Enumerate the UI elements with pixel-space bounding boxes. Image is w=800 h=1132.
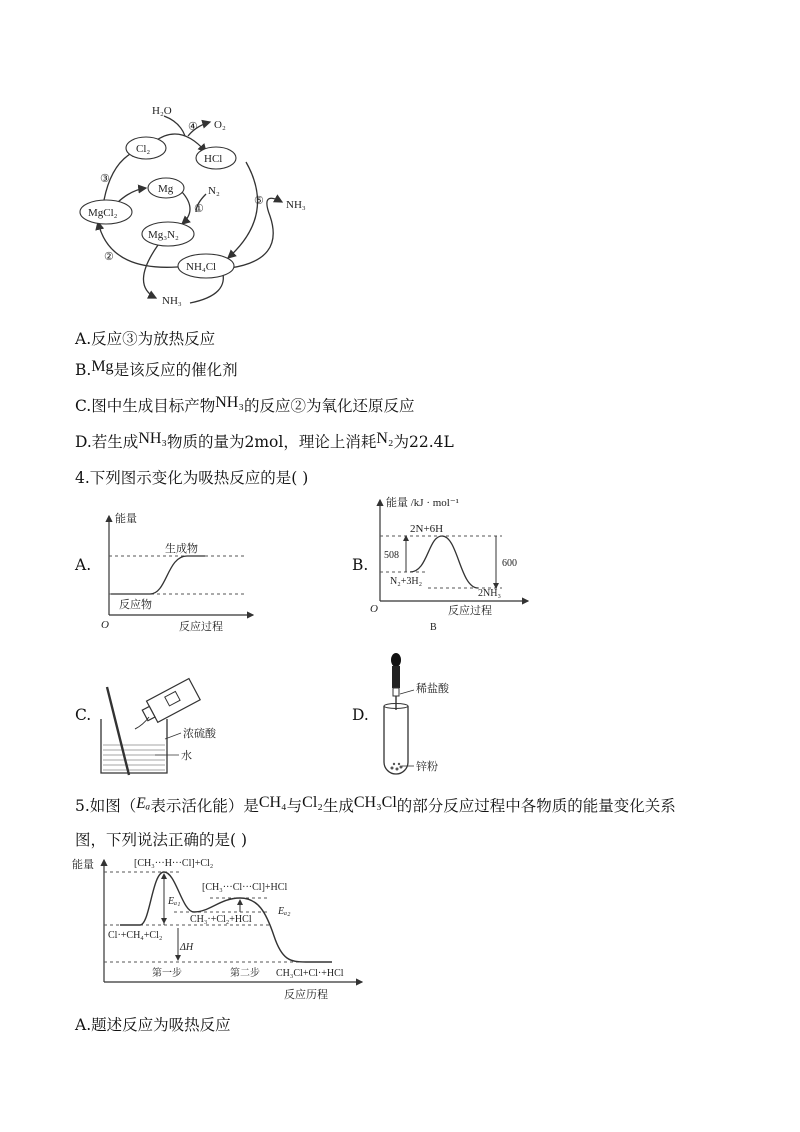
q4b-508: 508: [384, 550, 399, 561]
cycle-nh3-right: NH₃: [286, 199, 306, 211]
q3-option-c: [75, 394, 414, 416]
q5-option-a: A.题述反应为吸热反应: [75, 1016, 231, 1034]
q5-stem-line1: [75, 794, 676, 816]
q3-option-a: A.反应③为放热反应: [75, 330, 216, 348]
q4-diagram-a: [95, 510, 265, 635]
q4-label-b: B.: [352, 556, 369, 574]
cycle-hcl: HCl: [204, 153, 223, 165]
cycle-step2: ②: [104, 251, 114, 263]
q5-ea1: Eₐ₁: [168, 896, 181, 907]
q5-end: CH₃Cl+Cl·+HCl: [276, 968, 344, 979]
q3-option-b: [75, 358, 238, 380]
q5-step2: 第二步: [230, 968, 260, 979]
q5-stem-part3: 与: [286, 797, 303, 815]
cycle-n2: N₂: [208, 185, 220, 197]
q4b-right: 2NH₃: [478, 588, 501, 599]
q4c-acid: 浓硫酸: [183, 728, 216, 740]
q3-d-mid: 物质的量为2mol，理论上消耗: [167, 433, 377, 451]
q4a-origin: O: [101, 619, 109, 631]
q3-d-text: 为22.4L: [393, 433, 454, 451]
q5-stem-part2: 表示活化能）是: [150, 797, 259, 815]
q5-ylabel: 能量: [72, 859, 94, 871]
q4d-zinc: 锌粉: [416, 761, 438, 773]
q3-c-prefix: C.图中生成目标产物: [75, 397, 216, 415]
q4b-left: N₂+3H₂: [390, 576, 423, 587]
q3-b-text: 是该反应的催化剂: [113, 361, 238, 379]
q4-diagram-c: [95, 675, 235, 780]
q4a-reactant: 反应物: [119, 599, 152, 611]
cycle-arrow-hcl-to-nh4cl: [228, 162, 258, 258]
cycle-nh3-bottom: NH₃: [162, 295, 182, 307]
q5-dh: ΔH: [180, 942, 194, 953]
q3-option-d: [75, 430, 454, 452]
q4-stem: 4.下列图示变化为吸热反应的是( ): [75, 469, 309, 487]
glass-rod: [107, 687, 129, 775]
q5-energy-diagram: [70, 852, 370, 1007]
test-tube: [384, 706, 408, 774]
q5-stem-part1: 5.如图（: [75, 797, 137, 815]
cycle-nh4cl: NH₄Cl: [186, 261, 217, 273]
q4b-caption: B: [430, 622, 437, 633]
q4b-top: 2N+6H: [410, 523, 444, 535]
q4d-acid: 稀盐酸: [416, 683, 449, 695]
q5-ts2: [CH₃···Cl···Cl]+HCl: [202, 882, 288, 893]
q3-c-formula: NH₃: [215, 394, 244, 411]
q5-formula-ch4: CH₄: [258, 794, 287, 811]
q4-diagram-b: [368, 496, 538, 636]
cycle-step5: ⑤: [254, 195, 264, 207]
q5-step1: 第一步: [152, 968, 182, 979]
q4-label-c: C.: [75, 706, 92, 724]
q4b-xlabel: 反应过程: [448, 605, 492, 617]
cycle-diagram: [70, 100, 330, 315]
cycle-h2o: H₂O: [152, 105, 172, 117]
arrow-nh4cl-to-nh3: [230, 198, 282, 268]
arrow-mg-to-mg3n2: [182, 192, 190, 224]
q5-start: Cl·+CH₄+Cl₂: [108, 930, 163, 941]
q5-stem-part5: 的部分反应过程中各物质的能量变化关系: [396, 797, 676, 815]
q5-ts1: [CH₃···H···Cl]+Cl₂: [134, 858, 214, 869]
arrow-h2o-in: [164, 116, 185, 136]
q4b-ylabel: 能量 /kJ · mol⁻¹: [386, 497, 459, 509]
q4a-product: 生成物: [165, 543, 198, 555]
q5-stem-line2: 图，下列说法正确的是( ): [75, 831, 248, 849]
cycle-step4: ④: [188, 121, 198, 133]
cycle-cl2: Cl₂: [136, 143, 151, 155]
q4b-600: 600: [502, 558, 517, 569]
q4-label-a: A.: [75, 556, 92, 574]
cycle-step3: ③: [100, 173, 110, 185]
q3-b-prefix: B.: [75, 361, 92, 379]
q5-ea: Eₐ: [136, 795, 151, 812]
q3-d-prefix: D.若生成: [75, 433, 139, 451]
q4-label-d: D.: [352, 706, 369, 724]
cycle-mgcl2: MgCl₂: [88, 207, 118, 219]
cycle-mg: Mg: [158, 183, 174, 195]
q5-xlabel: 反应历程: [284, 989, 328, 1001]
q4-diagram-d: [372, 650, 482, 780]
q5-stem-part4: 生成: [322, 797, 354, 815]
q5-formula-cl2: Cl₂: [302, 794, 323, 811]
q5-formula-ch3cl: CH₃Cl: [353, 794, 397, 811]
q4c-water: 水: [181, 750, 192, 762]
q5-mid: CH₃·+Cl₂+HCl: [190, 914, 252, 925]
cycle-step1: ①: [194, 203, 204, 215]
cycle-mg3n2: Mg₃N₂: [148, 229, 179, 241]
q3-d-formula2: N₂: [376, 430, 394, 447]
q3-b-formula: Mg: [91, 358, 114, 375]
q4a-xlabel: 反应过程: [179, 621, 223, 633]
q3-c-text: 的反应②为氧化还原反应: [243, 397, 415, 415]
cycle-o2: O₂: [214, 119, 226, 131]
q5-ea2: Eₐ₂: [278, 906, 291, 917]
q4b-origin: O: [370, 603, 378, 615]
dropper-bulb: [391, 653, 401, 667]
q4a-ylabel: 能量: [115, 513, 137, 525]
q3-d-formula1: NH₃: [138, 430, 167, 447]
arrow-mg3n2-to-nh3: [143, 245, 158, 298]
